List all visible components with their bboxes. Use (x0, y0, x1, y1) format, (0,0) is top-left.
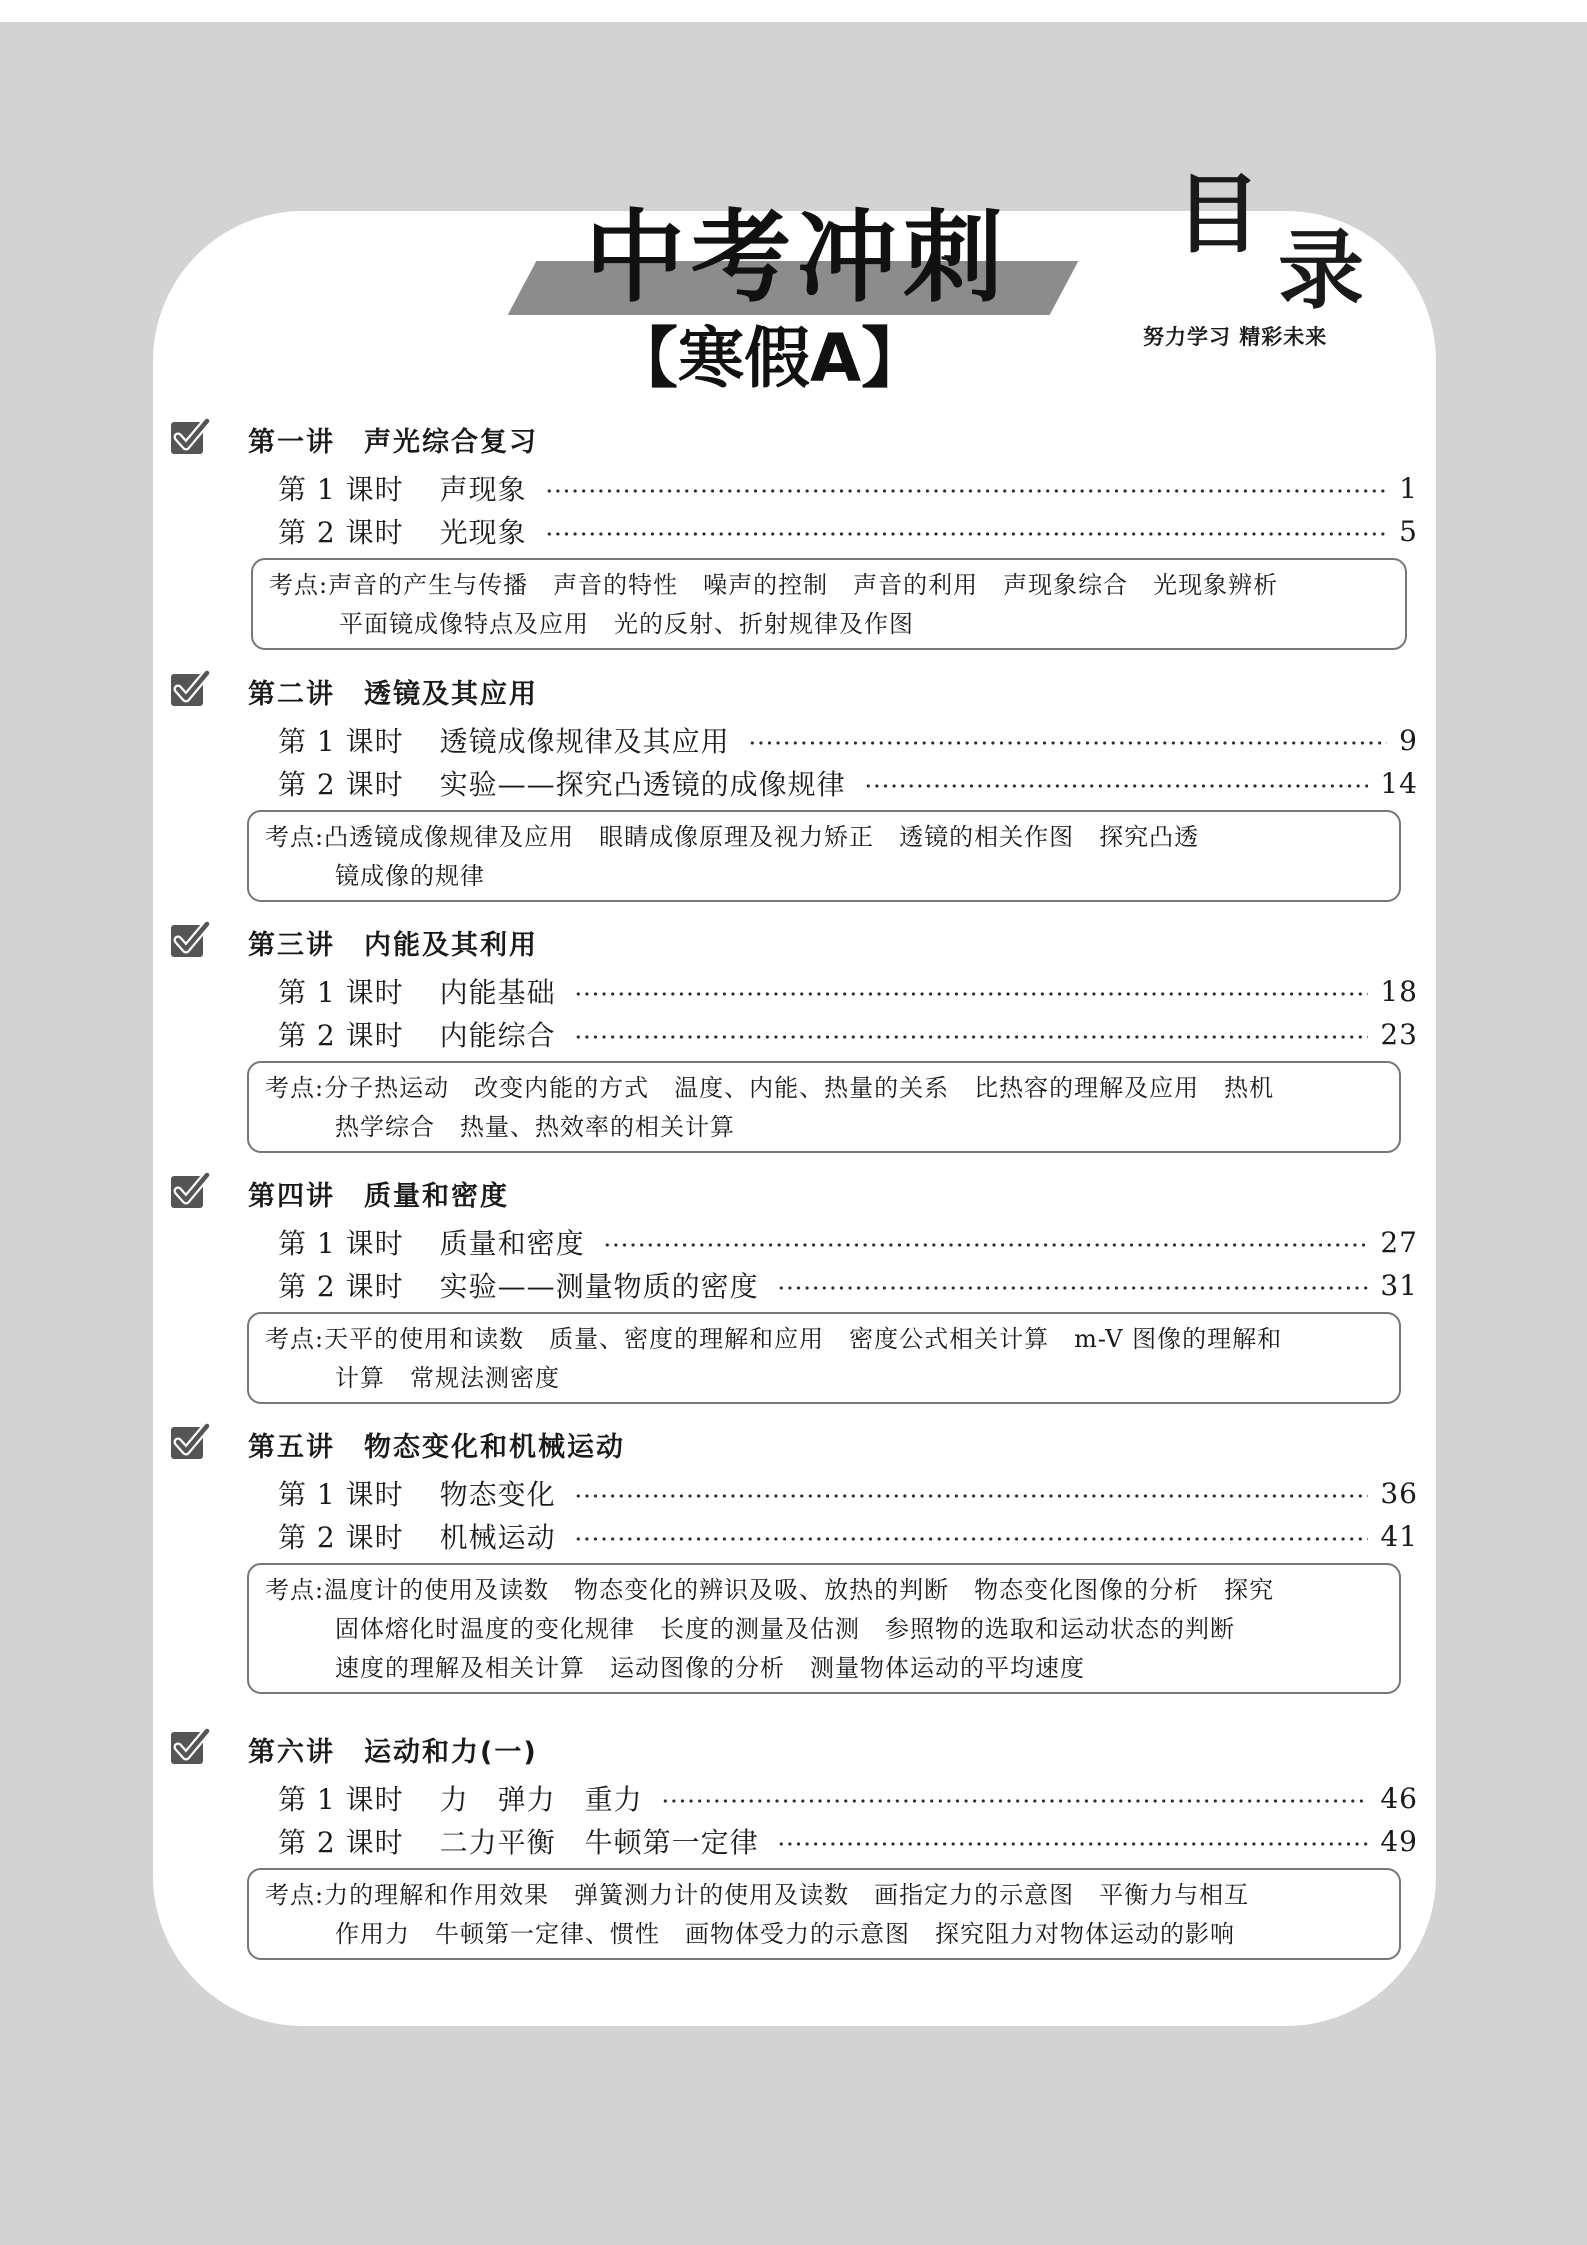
key-points-label: 考点: (265, 1881, 325, 1909)
dot-leader (864, 783, 1369, 789)
checkbox-check-icon (170, 1172, 210, 1210)
checkbox-check-icon (170, 670, 210, 708)
page-number: 14 (1380, 766, 1418, 800)
dot-leader (661, 1798, 1369, 1804)
key-points-line: 考点:分子热运动 改变内能的方式 温度、内能、热量的关系 比热容的理解及应用 热机 (265, 1074, 1275, 1102)
lesson-title: 力 弹力 重力 (439, 1783, 643, 1816)
key-points-box (247, 810, 1401, 902)
dot-leader (777, 1841, 1369, 1847)
lesson-row[interactable] (278, 1778, 1418, 1818)
lecture-title: 第一讲 声光综合复习 (248, 427, 538, 458)
main-title: 中考冲刺 (585, 199, 1009, 316)
page-number: 9 (1399, 723, 1418, 757)
lecture-title: 第五讲 物态变化和机械运动 (248, 1432, 625, 1463)
lesson-row[interactable] (278, 971, 1418, 1011)
toc-section (0, 1728, 1587, 1968)
dot-leader (574, 1034, 1369, 1040)
key-points-line: 热学综合 热量、热效率的相关计算 (335, 1113, 735, 1141)
lesson-title: 实验——探究凸透镜的成像规律 (439, 768, 846, 801)
key-points-box (247, 1868, 1401, 1960)
dot-leader (574, 1493, 1369, 1499)
lesson-row[interactable] (278, 763, 1418, 803)
slogan: 努力学习 精彩未来 (1143, 325, 1328, 349)
lesson-title: 光现象 (439, 516, 527, 549)
lesson-row[interactable] (278, 468, 1418, 508)
key-points-line: 固体熔化时温度的变化规律 长度的测量及估测 参照物的选取和运动状态的判断 (335, 1615, 1235, 1643)
checkbox-check-icon (170, 418, 210, 456)
key-points-line: 速度的理解及相关计算 运动图像的分析 测量物体运动的平均速度 (335, 1654, 1085, 1682)
key-points-line: 平面镜成像特点及应用 光的反射、折射规律及作图 (339, 610, 914, 638)
dot-leader (777, 1285, 1369, 1291)
lesson-number: 第 1 课时 (278, 725, 404, 758)
lesson-row[interactable] (278, 1516, 1418, 1556)
toc-heading-lu: 录 (1278, 221, 1364, 321)
lesson-row[interactable] (278, 1014, 1418, 1054)
page-number: 23 (1380, 1017, 1418, 1051)
key-points-line: 作用力 牛顿第一定律、惯性 画物体受力的示意图 探究阻力对物体运动的影响 (335, 1920, 1235, 1948)
dot-leader (603, 1242, 1369, 1248)
key-points-box (247, 1061, 1401, 1153)
lesson-row[interactable] (278, 1222, 1418, 1262)
lesson-number: 第 1 课时 (278, 1478, 404, 1511)
page-number: 1 (1399, 471, 1418, 505)
toc-section (0, 670, 1587, 910)
lesson-title: 声现象 (439, 473, 527, 506)
lesson-number: 第 2 课时 (278, 1019, 404, 1052)
toc-heading-mu: 目 (1175, 165, 1261, 265)
dot-leader (748, 740, 1388, 746)
checkbox-check-icon (170, 1423, 210, 1461)
lesson-title: 内能基础 (439, 976, 556, 1009)
lesson-title: 二力平衡 牛顿第一定律 (439, 1826, 759, 1859)
key-points-box (247, 1312, 1401, 1404)
dot-leader (545, 488, 1388, 494)
page-number: 5 (1399, 514, 1418, 548)
page-number: 46 (1380, 1781, 1418, 1815)
lesson-number: 第 1 课时 (278, 473, 404, 506)
page-number: 18 (1380, 974, 1418, 1008)
sub-title: 【寒假A】 (612, 320, 928, 397)
page-number: 27 (1380, 1225, 1418, 1259)
page-number: 49 (1380, 1824, 1418, 1858)
toc-section (0, 418, 1587, 658)
page-number: 36 (1380, 1476, 1418, 1510)
key-points-line: 考点:声音的产生与传播 声音的特性 噪声的控制 声音的利用 声现象综合 光现象辨析 (269, 571, 1279, 599)
toc-section (0, 1423, 1587, 1682)
key-points-box (247, 1563, 1401, 1694)
lecture-title: 第四讲 质量和密度 (248, 1181, 509, 1212)
lesson-title: 透镜成像规律及其应用 (439, 725, 730, 758)
lesson-number: 第 2 课时 (278, 1521, 404, 1554)
key-points-line: 考点:温度计的使用及读数 物态变化的辨识及吸、放热的判断 物态变化图像的分析 探究 (265, 1576, 1275, 1604)
lesson-row[interactable] (278, 1265, 1418, 1305)
lecture-title: 第六讲 运动和力(一) (248, 1737, 538, 1768)
lesson-number: 第 1 课时 (278, 1227, 404, 1260)
lesson-title: 质量和密度 (439, 1227, 585, 1260)
lesson-row[interactable] (278, 720, 1418, 760)
lesson-title: 机械运动 (439, 1521, 556, 1554)
lecture-title: 第二讲 透镜及其应用 (248, 679, 538, 710)
lesson-row[interactable] (278, 1821, 1418, 1861)
key-points-label: 考点: (265, 823, 325, 851)
key-points-label: 考点: (265, 1576, 325, 1604)
lesson-row[interactable] (278, 511, 1418, 551)
lesson-title: 物态变化 (439, 1478, 556, 1511)
checkbox-check-icon (170, 1728, 210, 1766)
lesson-number: 第 2 课时 (278, 516, 404, 549)
lesson-title: 内能综合 (439, 1019, 556, 1052)
lesson-number: 第 1 课时 (278, 1783, 404, 1816)
key-points-line: 考点:凸透镜成像规律及应用 眼睛成像原理及视力矫正 透镜的相关作图 探究凸透 (265, 823, 1200, 851)
toc-section (0, 921, 1587, 1161)
dot-leader (545, 531, 1388, 537)
key-points-label: 考点: (269, 571, 329, 599)
key-points-box (251, 558, 1407, 650)
lesson-number: 第 2 课时 (278, 1826, 404, 1859)
lesson-title: 实验——测量物质的密度 (439, 1270, 759, 1303)
key-points-line: 考点:天平的使用和读数 质量、密度的理解和应用 密度公式相关计算 m-V 图像的理解和 (265, 1325, 1283, 1353)
lecture-title: 第三讲 内能及其利用 (248, 930, 538, 961)
dot-leader (574, 1536, 1369, 1542)
dot-leader (574, 991, 1369, 997)
page-number: 41 (1380, 1519, 1418, 1553)
page-number: 31 (1380, 1268, 1418, 1302)
lesson-number: 第 1 课时 (278, 976, 404, 1009)
toc-section (0, 1172, 1587, 1412)
lesson-number: 第 2 课时 (278, 1270, 404, 1303)
key-points-line: 考点:力的理解和作用效果 弹簧测力计的使用及读数 画指定力的示意图 平衡力与相互 (265, 1881, 1250, 1909)
checkbox-check-icon (170, 921, 210, 959)
key-points-label: 考点: (265, 1074, 325, 1102)
lesson-row[interactable] (278, 1473, 1418, 1513)
key-points-label: 考点: (265, 1325, 325, 1353)
lesson-number: 第 2 课时 (278, 768, 404, 801)
key-points-line: 镜成像的规律 (335, 862, 485, 890)
top-strip (0, 0, 1587, 22)
key-points-line: 计算 常规法测密度 (335, 1364, 560, 1392)
